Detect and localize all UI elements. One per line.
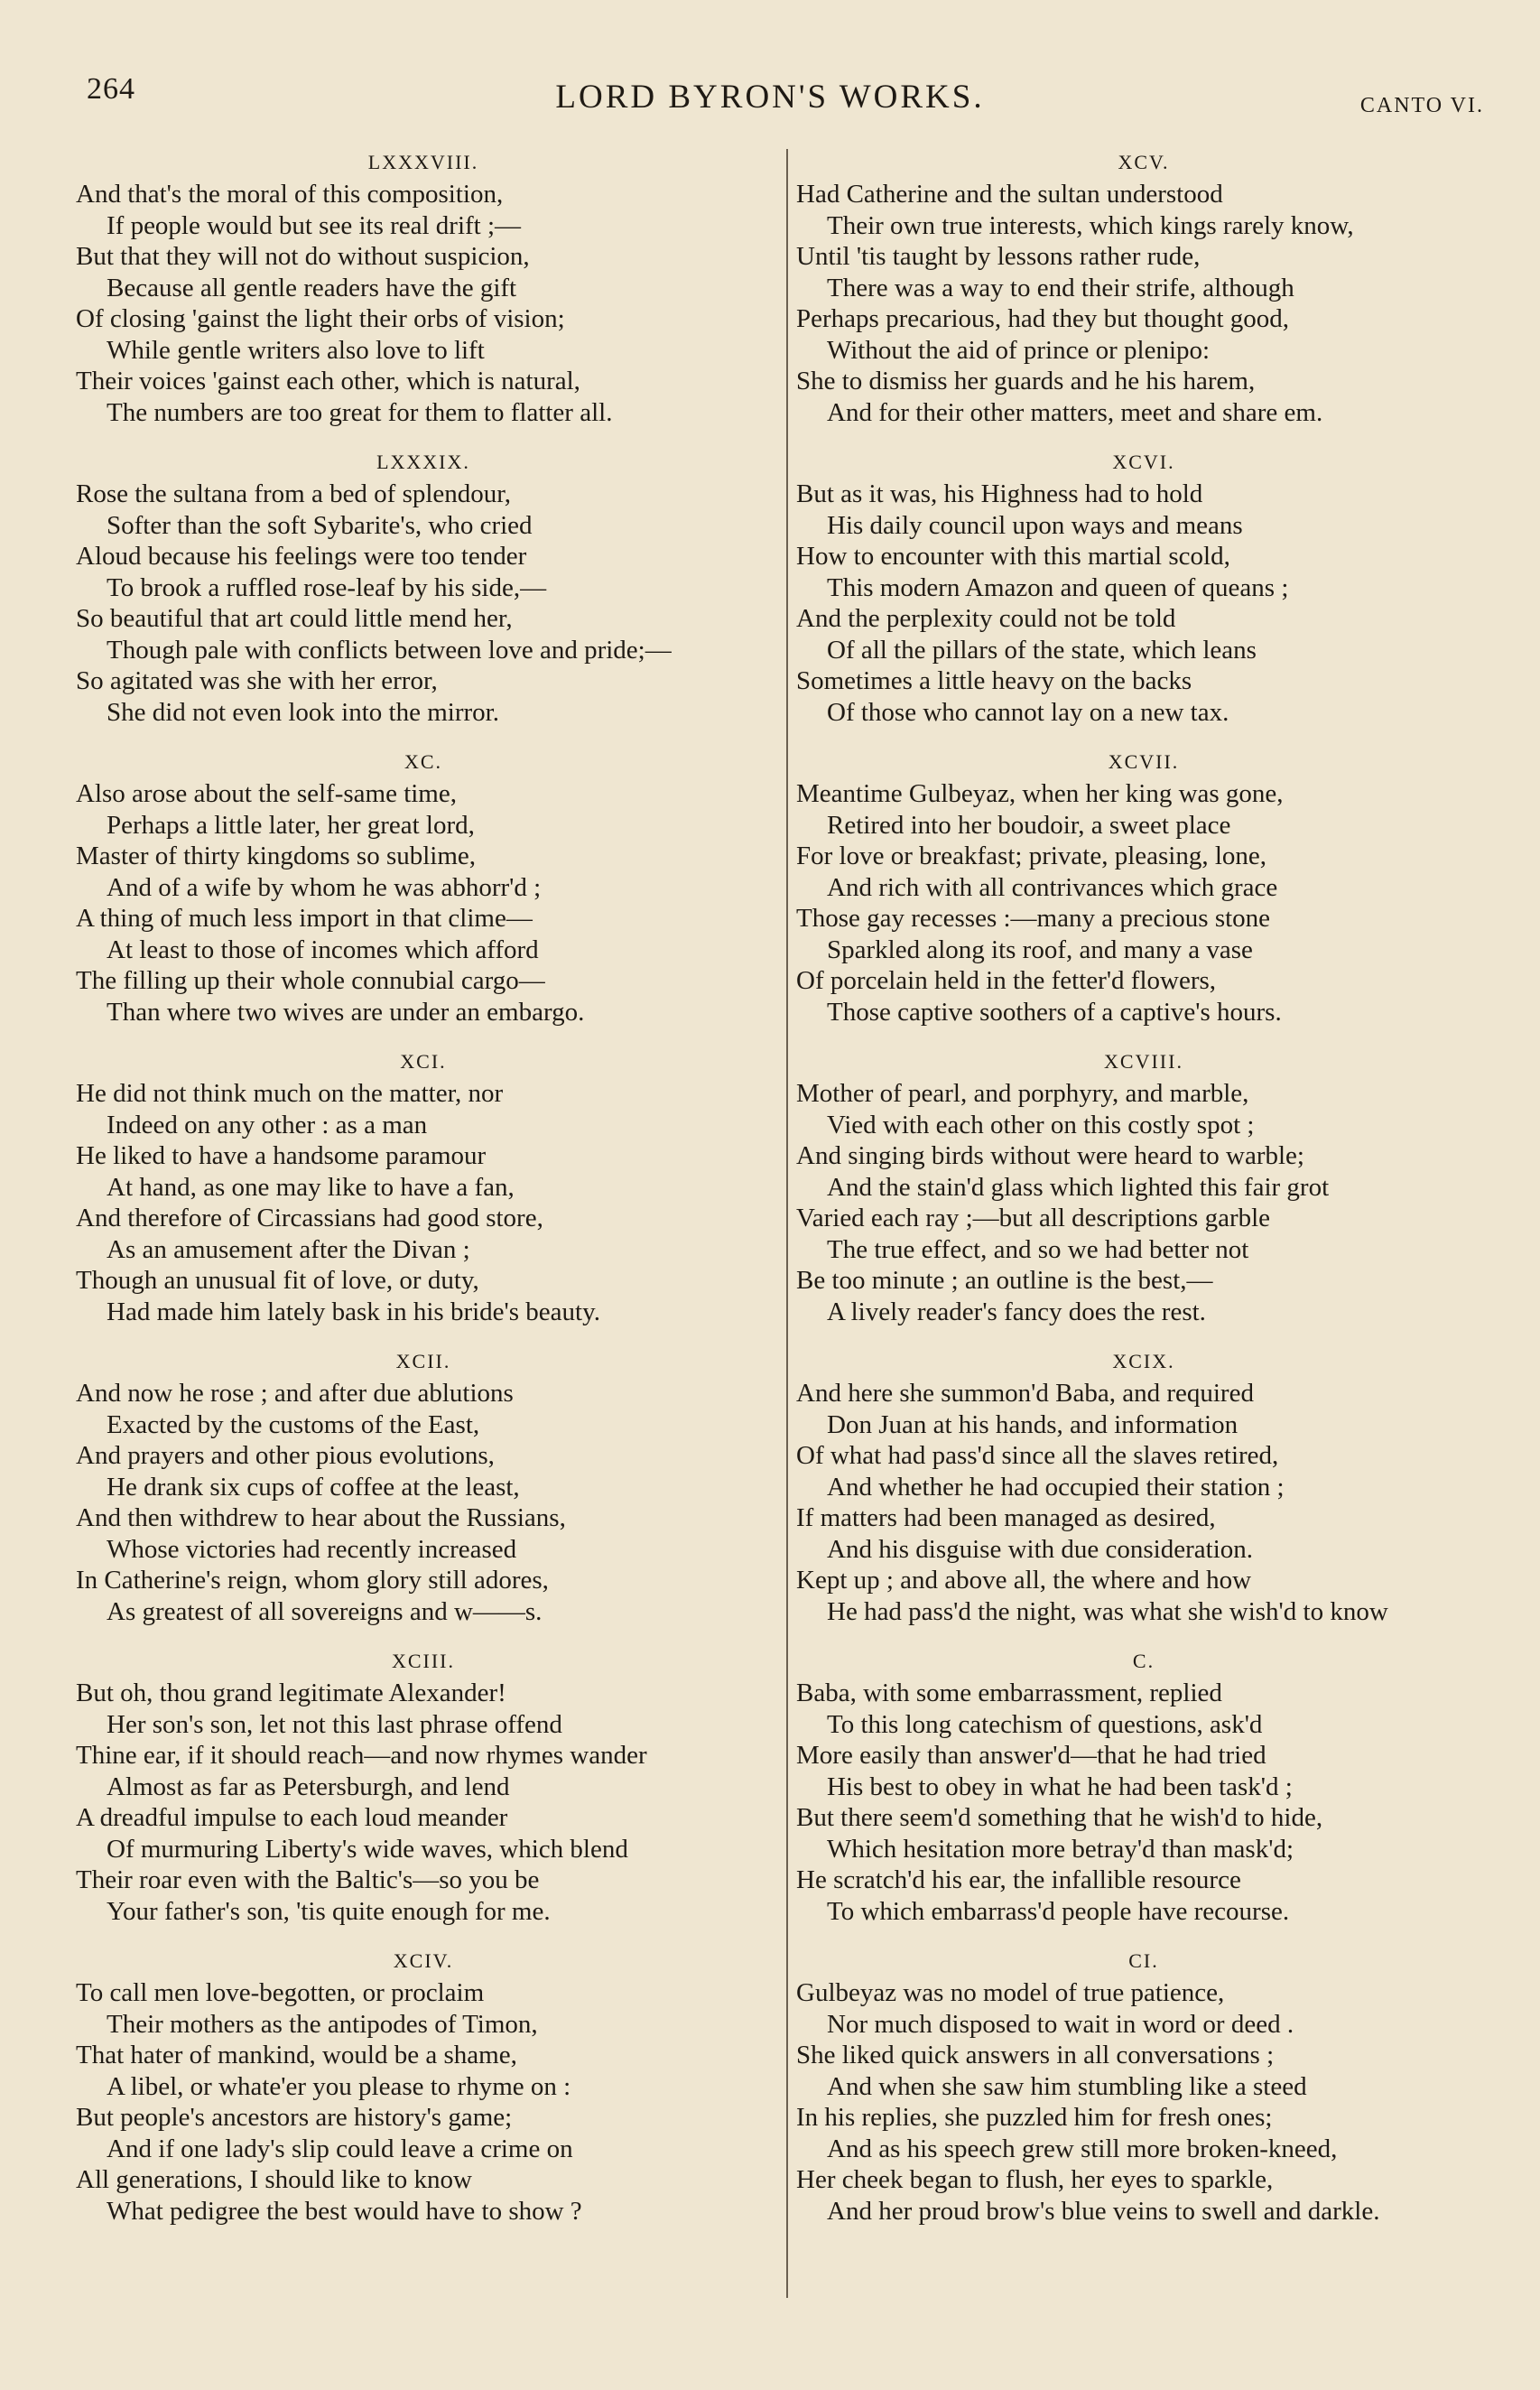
verse-line: And when she saw him stumbling like a steed — [827, 2071, 1307, 2101]
stanza-number: XCI. — [400, 1050, 447, 1073]
verse-line: Of porcelain held in the fetter'd flowers, — [796, 966, 1217, 995]
verse-line: A lively reader's fancy does the rest. — [827, 1297, 1206, 1326]
stanza-number: LXXXIX. — [376, 451, 470, 473]
verse-line: And then withdrew to hear about the Russians, — [76, 1503, 566, 1532]
stanza-number: XCVI. — [1112, 451, 1175, 473]
verse-line: Indeed on any other : as a man — [107, 1110, 428, 1139]
verse-line: Had made him lately bask in his bride's beauty. — [107, 1297, 600, 1326]
verse-line: While gentle writers also love to lift — [107, 335, 485, 365]
verse-line: Perhaps a little later, her great lord, — [107, 810, 475, 840]
verse-line: And therefore of Circassians had good store, — [76, 1204, 543, 1232]
verse-line: And whether he had occupied their station ; — [827, 1472, 1285, 1502]
verse-line: At least to those of incomes which afford — [107, 935, 539, 964]
verse-line: But there seem'd something that he wish'd to hide, — [796, 1803, 1323, 1832]
verse-line: So beautiful that art could little mend her, — [76, 604, 513, 633]
stanza-number: XCV. — [1118, 151, 1170, 173]
column-divider — [786, 149, 788, 2298]
stanza-number: XCII. — [395, 1350, 451, 1372]
right-column — [796, 143, 1491, 2241]
verse-line: How to encounter with this martial scold, — [796, 542, 1230, 571]
verse-line: A thing of much less import in that clime— — [76, 904, 533, 933]
verse-line: And his disguise with due consideration. — [827, 1534, 1254, 1564]
verse-line: Be too minute ; an outline is the best,— — [796, 1266, 1213, 1295]
verse-line: Varied each ray ;—but all descriptions garble — [796, 1204, 1271, 1232]
verse-line: The filling up their whole connubial cargo— — [76, 966, 545, 995]
stanza-number: XCIII. — [391, 1650, 456, 1672]
verse-line: Baba, with some embarrassment, replied — [796, 1679, 1222, 1707]
stanza-number: LXXXVIII. — [367, 151, 479, 173]
stanza-number: CI. — [1128, 1949, 1159, 1972]
verse-line: Because all gentle readers have the gift — [107, 273, 517, 302]
verse-line: Their voices 'gainst each other, which is natural, — [76, 367, 580, 395]
verse-line: Though an unusual fit of love, or duty, — [76, 1266, 479, 1295]
verse-line: She did not even look into the mirror. — [107, 697, 499, 727]
verse-line: Her son's son, let not this last phrase offend — [107, 1709, 562, 1739]
verse-line: Nor much disposed to wait in word or deed . — [827, 2009, 1294, 2039]
verse-line: For love or breakfast; private, pleasing, lone, — [796, 842, 1267, 870]
verse-line: So agitated was she with her error, — [76, 666, 438, 695]
verse-line: And as his speech grew still more broken-kneed, — [827, 2134, 1338, 2163]
verse-line: Their own true interests, which kings rarely know, — [827, 210, 1354, 240]
verse-line: Her cheek began to flush, her eyes to sparkle, — [796, 2165, 1274, 2194]
verse-line: The true effect, and so we had better not — [827, 1234, 1249, 1264]
verse-line: And singing birds without were heard to warble; — [796, 1141, 1304, 1170]
verse-line: To call men love-begotten, or proclaim — [76, 1978, 485, 2007]
verse-line: A dreadful impulse to each loud meander — [76, 1803, 508, 1832]
stanza — [796, 1042, 1491, 1342]
stanza — [796, 442, 1491, 742]
stanza — [796, 1342, 1491, 1641]
stanza — [796, 1641, 1491, 1941]
verse-line: He drank six cups of coffee at the least, — [107, 1472, 520, 1502]
stanza — [76, 442, 771, 742]
verse-line: In his replies, she puzzled him for fresh ones; — [796, 2103, 1273, 2132]
verse-line: Until 'tis taught by lessons rather rude, — [796, 242, 1201, 271]
verse-line: But oh, thou grand legitimate Alexander! — [76, 1679, 506, 1707]
verse-line: Don Juan at his hands, and information — [827, 1409, 1238, 1439]
stanza — [76, 1342, 771, 1641]
stanza — [76, 742, 771, 1042]
verse-line: More easily than answer'd—that he had tried — [796, 1741, 1266, 1770]
verse-line: But people's ancestors are history's game; — [76, 2103, 513, 2132]
running-title: LORD BYRON'S WORKS. — [555, 79, 985, 116]
verse-line: Of murmuring Liberty's wide waves, which blend — [107, 1834, 628, 1864]
stanza-number: XCIV. — [393, 1949, 454, 1972]
verse-line: In Catherine's reign, whom glory still adores, — [76, 1566, 549, 1595]
verse-line: Of those who cannot lay on a new tax. — [827, 697, 1229, 727]
verse-line: And rich with all contrivances which grace — [827, 872, 1278, 902]
verse-line: To this long catechism of questions, ask'd — [827, 1709, 1263, 1739]
verse-line: And for their other matters, meet and share em. — [827, 397, 1323, 427]
verse-line: Almost as far as Petersburgh, and lend — [107, 1772, 510, 1801]
verse-line: Sometimes a little heavy on the backs — [796, 666, 1192, 695]
verse-line: But that they will not do without suspicion, — [76, 242, 530, 271]
verse-line: The numbers are too great for them to flatter all. — [107, 397, 613, 427]
verse-line: He did not think much on the matter, nor — [76, 1079, 504, 1108]
verse-line: Meantime Gulbeyaz, when her king was gone, — [796, 779, 1284, 808]
verse-line: Perhaps precarious, had they but thought good, — [796, 304, 1290, 333]
stanza — [796, 1941, 1491, 2241]
verse-line: Those captive soothers of a captive's hours. — [827, 997, 1282, 1027]
verse-line: Their roar even with the Baltic's—so you be — [76, 1865, 540, 1894]
verse-line: He scratch'd his ear, the infallible resource — [796, 1865, 1241, 1894]
stanza-number: XC. — [404, 750, 443, 773]
verse-line: Thine ear, if it should reach—and now rhymes wander — [76, 1741, 647, 1770]
stanza — [76, 1941, 771, 2241]
verse-line: To which embarrass'd people have recourse. — [827, 1896, 1290, 1926]
verse-line: Though pale with conflicts between love and pride;— — [107, 635, 672, 665]
verse-line: Had Catherine and the sultan understood — [796, 180, 1223, 209]
verse-line: Rose the sultana from a bed of splendour, — [76, 479, 512, 508]
stanza — [796, 742, 1491, 1042]
verse-line: Your father's son, 'tis quite enough for me. — [107, 1896, 551, 1926]
verse-line: Their mothers as the antipodes of Timon, — [107, 2009, 538, 2039]
verse-line: And if one lady's slip could leave a crime on — [107, 2134, 573, 2163]
verse-line: Exacted by the customs of the East, — [107, 1409, 480, 1439]
verse-line: And prayers and other pious evolutions, — [76, 1441, 495, 1470]
verse-line: Those gay recesses :—many a precious stone — [796, 904, 1271, 933]
verse-line: He had pass'd the night, was what she wish'd to know — [827, 1596, 1388, 1626]
stanza — [76, 1641, 771, 1941]
stanza-number: XCIX. — [1112, 1350, 1175, 1372]
verse-line: Of closing 'gainst the light their orbs of vision; — [76, 304, 565, 333]
verse-line: All generations, I should like to know — [76, 2165, 472, 2194]
stanza-number: XCVII. — [1108, 750, 1180, 773]
verse-line: This modern Amazon and queen of queans ; — [827, 572, 1289, 602]
verse-line: And her proud brow's blue veins to swell and darkle. — [827, 2196, 1380, 2226]
verse-line: But as it was, his Highness had to hold — [796, 479, 1203, 508]
verse-line: And now he rose ; and after due ablutions — [76, 1379, 514, 1408]
stanza-number: C. — [1132, 1650, 1155, 1672]
verse-line: Vied with each other on this costly spot ; — [827, 1110, 1255, 1139]
verse-line: At hand, as one may like to have a fan, — [107, 1172, 515, 1202]
left-column — [76, 143, 771, 2241]
stanza — [76, 143, 771, 442]
verse-line: And of a wife by whom he was abhorr'd ; — [107, 872, 542, 902]
verse-line: His daily council upon ways and means — [827, 510, 1243, 540]
verse-line: What pedigree the best would have to show ? — [107, 2196, 582, 2226]
verse-line: And here she summon'd Baba, and required — [796, 1379, 1254, 1408]
verse-line: As an amusement after the Divan ; — [107, 1234, 470, 1264]
page-number: 264 — [87, 72, 135, 106]
verse-line: Aloud because his feelings were too tender — [76, 542, 527, 571]
verse-line: A libel, or whate'er you please to rhyme on : — [107, 2071, 571, 2101]
verse-line: Of all the pillars of the state, which leans — [827, 635, 1257, 665]
verse-line: Gulbeyaz was no model of true patience, — [796, 1978, 1225, 2007]
verse-line: Mother of pearl, and porphyry, and marble, — [796, 1079, 1249, 1108]
verse-line: That hater of mankind, would be a shame, — [76, 2041, 517, 2069]
stanza — [796, 143, 1491, 442]
verse-line: If people would but see its real drift ;— — [107, 210, 522, 240]
verse-line: And the perplexity could not be told — [796, 604, 1176, 633]
verse-line: She to dismiss her guards and he his harem, — [796, 367, 1256, 395]
verse-line: To brook a ruffled rose-leaf by his side,— — [107, 572, 547, 602]
verse-line: Than where two wives are under an embargo. — [107, 997, 585, 1027]
verse-line: Also arose about the self-same time, — [76, 779, 457, 808]
verse-line: And that's the moral of this composition, — [76, 180, 504, 209]
verse-line: Of what had pass'd since all the slaves retired, — [796, 1441, 1279, 1470]
verse-line: His best to obey in what he had been task'd ; — [827, 1772, 1293, 1801]
verse-line: Sparkled along its roof, and many a vase — [827, 935, 1253, 964]
verse-line: There was a way to end their strife, although — [827, 273, 1294, 302]
verse-line: She liked quick answers in all conversations ; — [796, 2041, 1275, 2069]
verse-line: He liked to have a handsome paramour — [76, 1141, 487, 1170]
verse-line: If matters had been managed as desired, — [796, 1503, 1216, 1532]
verse-line: Which hesitation more betray'd than mask'd; — [827, 1834, 1294, 1864]
canto-label: CANTO VI. — [1359, 94, 1484, 117]
stanza — [76, 1042, 771, 1342]
verse-line: Whose victories had recently increased — [107, 1534, 517, 1564]
stanza-number: XCVIII. — [1104, 1050, 1183, 1073]
verse-line: Master of thirty kingdoms so sublime, — [76, 842, 477, 870]
verse-line: And the stain'd glass which lighted this fair grot — [827, 1172, 1330, 1202]
verse-line: Retired into her boudoir, a sweet place — [827, 810, 1231, 840]
verse-line: Softer than the soft Sybarite's, who cried — [107, 510, 533, 540]
verse-line: Kept up ; and above all, the where and how — [796, 1566, 1252, 1595]
verse-line: Without the aid of prince or plenipo: — [827, 335, 1211, 365]
verse-line: As greatest of all sovereigns and w——s. — [107, 1596, 543, 1626]
